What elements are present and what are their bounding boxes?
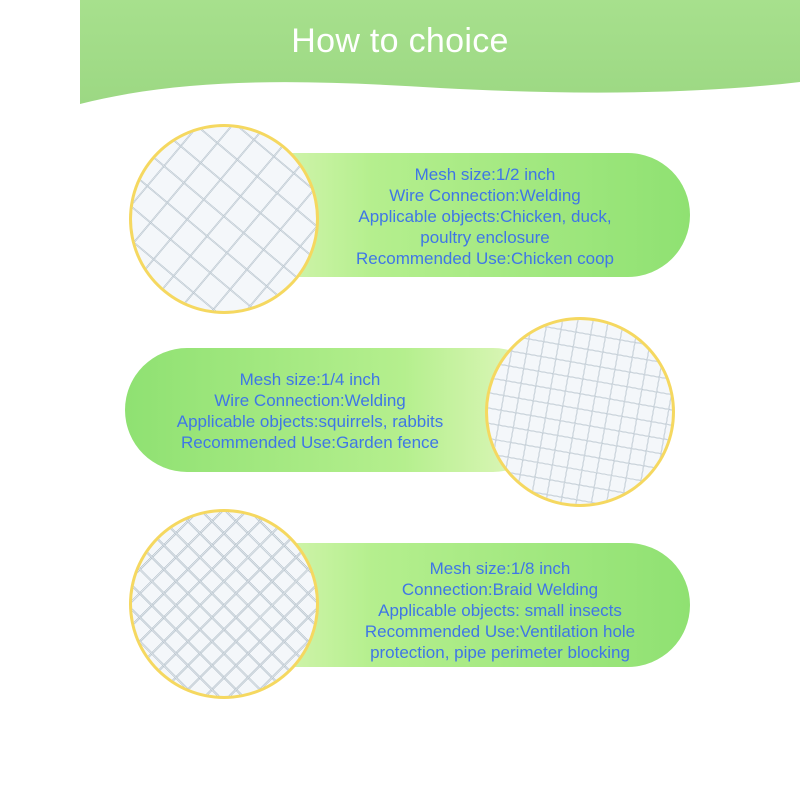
wire-mesh-image-half-inch [128,123,320,315]
info-text-3 [340,558,660,663]
mesh-size-text: Mesh size:1/8 inch [429,559,571,578]
recommended-use-text: Recommended Use:Garden fence [181,433,439,452]
wire-mesh-image-eighth-inch [128,508,320,700]
applicable-objects-text: Applicable objects: small insects [378,601,622,620]
connection-text: Wire Connection:Welding [389,186,581,205]
info-text-1 [320,164,650,269]
applicable-objects-text: Applicable objects:squirrels, rabbits [176,412,444,431]
recommended-use-text: Recommended Use:Chicken coop [356,249,614,268]
applicable-objects-text: Applicable objects:Chicken, duck, [358,207,612,226]
connection-text: Connection:Braid Welding [401,580,599,599]
recommended-use-text: Recommended Use:Ventilation hole [364,622,636,641]
page-title: How to choice [291,22,509,60]
mesh-size-text: Mesh size:1/2 inch [414,165,556,184]
mesh-size-text: Mesh size:1/4 inch [239,370,381,389]
applicable-objects-text-cont: poultry enclosure [420,228,550,247]
recommended-use-text-cont: protection, pipe perimeter blocking [370,643,630,662]
info-text-2 [140,369,480,453]
connection-text: Wire Connection:Welding [214,391,406,410]
wire-mesh-image-quarter-inch [484,316,676,508]
